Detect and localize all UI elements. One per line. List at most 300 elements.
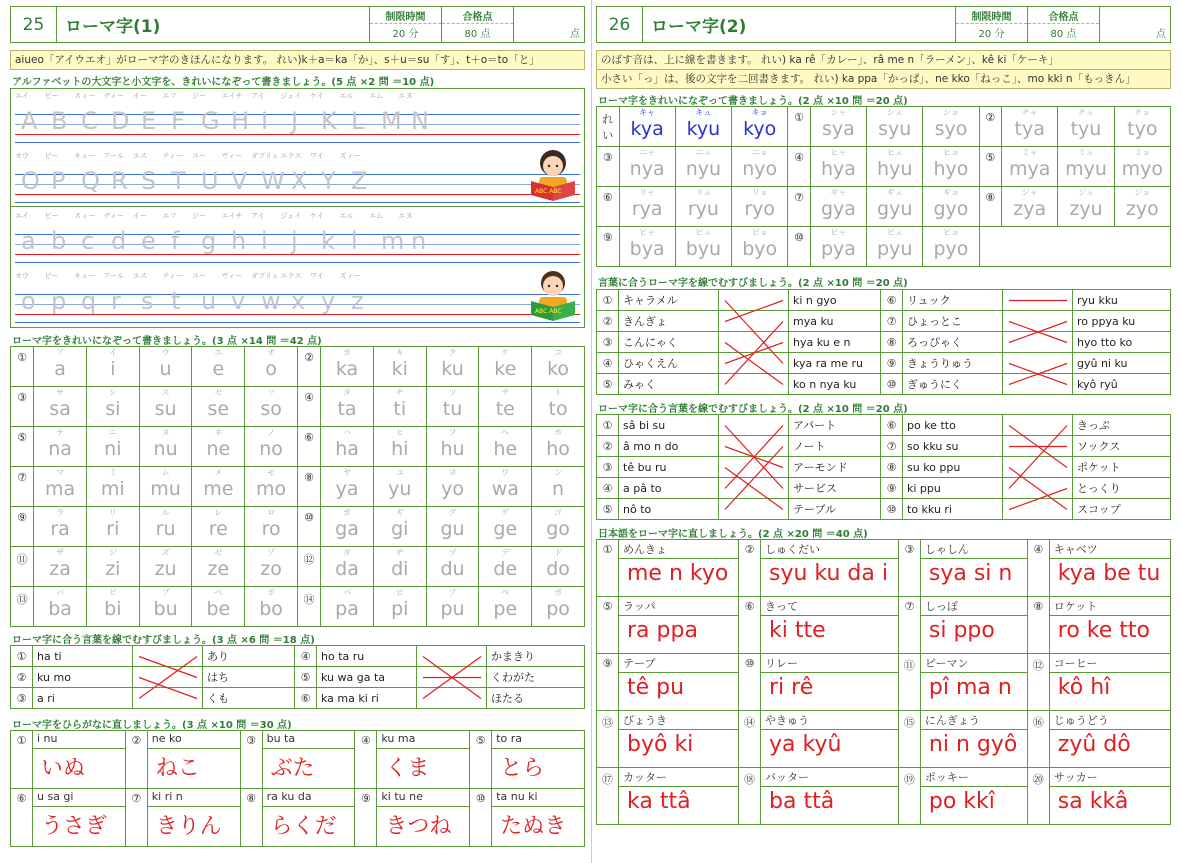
romaji-trace: n — [552, 478, 565, 500]
item-number: ⑥ — [295, 688, 317, 709]
question-text: to ra — [492, 731, 585, 749]
romaji-trace: ru — [155, 518, 176, 540]
match-left: みゃく — [619, 374, 719, 395]
kana-cell[interactable] — [1002, 187, 1058, 227]
answer-text[interactable]: zyû dô — [1049, 730, 1170, 768]
answer-text[interactable]: たぬき — [492, 807, 585, 847]
answer-text[interactable]: いぬ — [33, 749, 126, 789]
kana-hint: ガ — [343, 508, 352, 517]
kana-cell[interactable] — [86, 347, 139, 387]
time-limit — [955, 7, 1027, 42]
kana-cell[interactable] — [86, 467, 139, 507]
item-number: ⑩ — [470, 789, 492, 847]
item-number: ⑦ — [898, 597, 920, 654]
item-number: ④ — [295, 646, 317, 667]
ruby-text: スィー — [74, 212, 96, 220]
kana-hint: リュ — [695, 188, 712, 197]
kana-cell[interactable] — [532, 427, 585, 467]
trace-letter: t — [171, 287, 181, 315]
romaji-trace: zu — [154, 558, 177, 580]
kana-cell[interactable] — [245, 467, 298, 507]
kana-cell[interactable] — [1114, 187, 1170, 227]
match-left: ろっぴゃく — [903, 332, 1003, 353]
ruby-text: ズィー — [339, 272, 361, 280]
page-divider — [591, 0, 592, 863]
kana-cell[interactable] — [34, 547, 87, 587]
kana-cell[interactable] — [923, 147, 979, 187]
kana-cell[interactable] — [34, 467, 87, 507]
kana-cell[interactable] — [1002, 107, 1058, 147]
kana-cell[interactable] — [426, 347, 479, 387]
kana-cell[interactable] — [867, 147, 923, 187]
kana-hint: ワ — [501, 468, 510, 477]
answer-text[interactable]: ro ke tto — [1049, 616, 1170, 654]
match-left: tê bu ru — [619, 457, 719, 478]
kana-cell[interactable] — [192, 507, 245, 547]
kana-cell[interactable] — [321, 467, 374, 507]
section-heading: ローマ字に合う言葉を線でむすびましょう。(2 点 ×10 問 ＝20 点) — [598, 404, 908, 415]
kana-hint: ヒョ — [942, 148, 959, 157]
romaji-trace: su — [154, 398, 177, 420]
kana-hint: ロ — [267, 508, 276, 517]
kana-cell[interactable] — [1002, 147, 1058, 187]
ruby-text: ヴィー — [221, 152, 243, 160]
kana-cell[interactable] — [479, 587, 532, 627]
answer-text[interactable]: ねこ — [147, 749, 240, 789]
kana-cell[interactable] — [373, 387, 426, 427]
match-left: ku mo — [33, 667, 133, 688]
kana-cell[interactable] — [675, 147, 731, 187]
grid-row — [597, 227, 1171, 267]
kana-cell[interactable] — [86, 507, 139, 547]
kana-cell[interactable] — [532, 547, 585, 587]
kana-cell[interactable] — [1058, 147, 1114, 187]
question-text: ne ko — [147, 731, 240, 749]
answer-lines — [133, 646, 203, 709]
romaji-trace: yu — [388, 478, 412, 500]
kana-cell[interactable] — [732, 147, 788, 187]
kana-hint: チ — [395, 388, 404, 397]
kana-hint: ビュ — [695, 228, 712, 237]
kana-cell[interactable] — [245, 507, 298, 547]
kana-hint: テ — [501, 388, 510, 397]
ruby-text: ジー — [192, 92, 206, 100]
romaji-trace: nyo — [742, 158, 778, 180]
romaji-trace: si — [105, 398, 121, 420]
kana-cell[interactable] — [139, 507, 192, 547]
question-text: コーヒー — [1049, 654, 1170, 673]
match-left: po ke tto — [903, 415, 1003, 436]
kana-cell[interactable] — [867, 107, 923, 147]
kana-cell[interactable] — [810, 147, 866, 187]
kana-cell[interactable] — [532, 587, 585, 627]
romaji-trace: sa — [49, 398, 71, 420]
kana-hint: ゴ — [554, 508, 563, 517]
kana-hint: ゼ — [214, 548, 223, 557]
kana-cell[interactable] — [532, 347, 585, 387]
kana-hint: チャ — [1021, 108, 1038, 117]
kana-cell[interactable] — [321, 387, 374, 427]
item-number: ① — [11, 347, 34, 387]
kana-cell[interactable] — [139, 427, 192, 467]
kana-cell[interactable] — [321, 547, 374, 587]
kana-cell[interactable] — [479, 387, 532, 427]
kana-cell[interactable] — [479, 547, 532, 587]
kana-cell[interactable] — [426, 547, 479, 587]
romaji-trace: ki — [391, 358, 408, 380]
trace-letter: Y — [321, 167, 336, 195]
kana-cell[interactable] — [139, 347, 192, 387]
answer-text[interactable]: pî ma n — [920, 673, 1027, 711]
answer-text[interactable]: sya si n — [920, 559, 1027, 597]
item-number: ⑮ — [898, 711, 920, 768]
ruby-text: ジェイ — [280, 212, 302, 220]
answer-text[interactable]: らくだ — [262, 807, 355, 847]
romaji-trace: na — [48, 438, 72, 460]
answer-lines — [417, 646, 487, 709]
kana-hint: キュ — [695, 108, 712, 117]
kana-cell[interactable] — [619, 147, 675, 187]
romaji-trace: gyo — [933, 198, 969, 220]
kana-cell[interactable] — [479, 467, 532, 507]
kana-cell[interactable] — [34, 507, 87, 547]
question-text: にんぎょう — [920, 711, 1027, 730]
kana-cell[interactable] — [619, 227, 675, 267]
kana-cell[interactable] — [34, 387, 87, 427]
romaji-trace: mi — [100, 478, 125, 500]
romaji-trace: ne — [206, 438, 231, 460]
kana-cell[interactable] — [810, 107, 866, 147]
kana-cell[interactable] — [1058, 107, 1114, 147]
ruby-text: ズィー — [339, 152, 361, 160]
kana-cell[interactable] — [426, 507, 479, 547]
kana-cell[interactable] — [426, 387, 479, 427]
romaji-trace: pyu — [877, 238, 913, 260]
kana-cell[interactable] — [675, 107, 731, 147]
kana-hint: マ — [56, 468, 65, 477]
romaji-trace: do — [546, 558, 570, 580]
romaji-trace: zi — [105, 558, 121, 580]
kana-hint: コ — [554, 348, 563, 357]
kana-hint: ピャ — [830, 228, 847, 237]
kana-cell[interactable] — [619, 187, 675, 227]
ruby-text: ティー — [162, 272, 183, 280]
grid-row — [597, 187, 1171, 227]
trace-letter: r — [111, 287, 121, 315]
match-left: ku wa ga ta — [317, 667, 417, 688]
match-left: リュック — [903, 290, 1003, 311]
kana-cell[interactable] — [867, 227, 923, 267]
kana-cell[interactable] — [373, 347, 426, 387]
kana-hint: キョ — [751, 108, 768, 117]
kana-hint: モ — [267, 468, 276, 477]
answer-row — [597, 787, 1171, 825]
kana-cell[interactable] — [373, 547, 426, 587]
romaji-trace: mu — [150, 478, 181, 500]
kana-cell[interactable] — [479, 507, 532, 547]
kana-cell[interactable] — [192, 587, 245, 627]
answer-text[interactable]: si ppo — [920, 616, 1027, 654]
kana-hint: セ — [214, 388, 223, 397]
item-number: ⑨ — [881, 478, 903, 499]
romaji-trace: po — [546, 598, 570, 620]
matching-table — [596, 414, 1171, 520]
kana-cell[interactable] — [86, 387, 139, 427]
section-heading: ローマ字をきれいになぞって書きましょう。(3 点 ×14 問 ＝42 点) — [12, 336, 322, 347]
answer-text[interactable]: くま — [377, 749, 470, 789]
kana-hint: ミョ — [1134, 148, 1151, 157]
kana-cell[interactable] — [732, 107, 788, 147]
matching-table — [596, 289, 1171, 395]
kana-cell[interactable] — [86, 547, 139, 587]
grid-row — [11, 467, 585, 507]
kana-cell[interactable] — [923, 107, 979, 147]
kana-cell[interactable] — [86, 427, 139, 467]
item-number: ③ — [597, 332, 619, 353]
kana-hint: ウ — [161, 348, 170, 357]
kana-cell[interactable] — [321, 587, 374, 627]
kana-cell[interactable] — [321, 507, 374, 547]
matching-table — [10, 645, 585, 709]
answer-text[interactable]: sa kkâ — [1049, 787, 1170, 825]
kana-cell[interactable] — [373, 507, 426, 547]
kana-hint: カ — [343, 348, 352, 357]
kana-cell[interactable] — [479, 427, 532, 467]
example-label: れい — [597, 107, 620, 147]
kana-cell[interactable] — [321, 347, 374, 387]
alphabet-letters — [21, 287, 381, 315]
grid-row — [597, 147, 1171, 187]
answer-text[interactable]: とら — [492, 749, 585, 789]
trace-letter: C — [81, 107, 98, 135]
kana-cell[interactable] — [1058, 187, 1114, 227]
answer-lines — [719, 290, 789, 395]
kana-cell[interactable] — [192, 547, 245, 587]
trace-letter: F — [171, 107, 185, 135]
item-number: ⑱ — [739, 768, 761, 825]
kana-cell[interactable] — [373, 467, 426, 507]
question-text: ロケット — [1049, 597, 1170, 616]
kana-cell[interactable] — [34, 427, 87, 467]
trace-letter: p — [51, 287, 67, 315]
alphabet-row — [11, 149, 584, 205]
kana-cell[interactable] — [619, 107, 675, 147]
item-number: ⑭ — [297, 587, 320, 627]
item-number: ⑨ — [597, 654, 619, 711]
answer-text[interactable]: kya be tu — [1049, 559, 1170, 597]
trace-letter: d — [111, 227, 127, 255]
kana-cell[interactable] — [810, 187, 866, 227]
question-text: テープ — [619, 654, 739, 673]
answer-lines — [719, 415, 789, 520]
item-number: ⑦ — [881, 311, 903, 332]
romaji-trace: gu — [440, 518, 465, 540]
ruby-text: ワイ — [310, 272, 324, 280]
question-text: やきゅう — [761, 711, 899, 730]
kana-cell[interactable] — [245, 587, 298, 627]
trace-letter: Q — [81, 167, 100, 195]
kana-cell[interactable] — [867, 187, 923, 227]
answer-row — [597, 559, 1171, 597]
answer-text[interactable]: byô ki — [619, 730, 739, 768]
ruby-text: ダブリュ — [251, 272, 279, 280]
trace-letter: f — [171, 227, 180, 255]
answer-text[interactable]: ka ttâ — [619, 787, 739, 825]
kana-hint: ダ — [343, 548, 352, 557]
item-number: ⑤ — [597, 499, 619, 520]
kana-hint: ゾ — [267, 548, 276, 557]
trace-letter: l — [351, 227, 358, 255]
answer-text[interactable]: ぶた — [262, 749, 355, 789]
kana-hint: ミュ — [1078, 148, 1094, 157]
trace-letter: j — [291, 227, 298, 255]
answer-text[interactable]: ki tte — [761, 616, 899, 654]
kana-cell[interactable] — [732, 227, 788, 267]
grid-row — [597, 107, 1171, 147]
kana-hint: ル — [161, 508, 170, 517]
romaji-trace: ga — [335, 518, 359, 540]
ruby-text: キュー — [74, 272, 95, 280]
match-right: アーモンド — [789, 457, 881, 478]
kana-cell[interactable] — [532, 507, 585, 547]
kana-cell[interactable] — [192, 347, 245, 387]
kana-cell[interactable] — [139, 547, 192, 587]
ruby-text: エフ — [162, 92, 177, 100]
kana-cell[interactable] — [34, 347, 87, 387]
trace-letter: v — [231, 287, 246, 315]
kana-cell[interactable] — [675, 227, 731, 267]
trace-letter: R — [111, 167, 128, 195]
match-row — [597, 374, 1171, 395]
romaji-trace: tyo — [1127, 118, 1158, 140]
item-number: ⑩ — [881, 374, 903, 395]
ruby-text: ビー — [44, 92, 59, 100]
answer-text[interactable]: ba ttâ — [761, 787, 899, 825]
kana-cell[interactable] — [675, 187, 731, 227]
kana-hint: メ — [214, 468, 223, 477]
item-number: ③ — [597, 147, 620, 187]
kana-hint: ツ — [448, 388, 457, 397]
kana-cell[interactable] — [34, 587, 87, 627]
kana-hint: ク — [448, 348, 457, 357]
kana-cell[interactable] — [532, 467, 585, 507]
kana-cell[interactable] — [86, 587, 139, 627]
kana-hint: シ — [108, 388, 117, 397]
answer-text[interactable]: kô hî — [1049, 673, 1170, 711]
item-number: ⑩ — [739, 654, 761, 711]
kana-cell[interactable] — [923, 227, 979, 267]
answer-text[interactable]: うさぎ — [33, 807, 126, 847]
kana-cell[interactable] — [245, 387, 298, 427]
match-right: kyô ryû — [1073, 374, 1171, 395]
answer-text[interactable]: ni n gyô — [920, 730, 1027, 768]
ruby-text: ディー — [103, 92, 124, 100]
ruby-text: イー — [133, 92, 147, 100]
romaji-trace: ya — [335, 478, 359, 500]
romaji-trace: hi — [391, 438, 409, 460]
kana-hint: ジャ — [1021, 188, 1038, 197]
kana-cell[interactable] — [245, 547, 298, 587]
kana-hint: ギ — [395, 508, 404, 517]
kana-cell[interactable] — [245, 347, 298, 387]
kana-cell[interactable] — [532, 387, 585, 427]
answer-text[interactable]: po kkî — [920, 787, 1027, 825]
answer-text[interactable]: me n kyo — [619, 559, 739, 597]
answer-text[interactable]: ya kyû — [761, 730, 899, 768]
romaji-trace: se — [207, 398, 230, 420]
kana-cell[interactable] — [139, 587, 192, 627]
kana-cell[interactable] — [810, 227, 866, 267]
kana-cell[interactable] — [139, 467, 192, 507]
kana-hint: ヤ — [343, 468, 352, 477]
ruby-text: エヌ — [398, 92, 413, 100]
match-row — [11, 667, 585, 688]
kana-cell[interactable] — [192, 467, 245, 507]
answer-text[interactable]: ri rê — [761, 673, 899, 711]
answer-text[interactable]: tê pu — [619, 673, 739, 711]
item-number: ⑳ — [1027, 768, 1049, 825]
answer-text[interactable]: きりん — [147, 807, 240, 847]
item-number: ⑨ — [597, 227, 620, 267]
kana-hint: リョ — [751, 188, 768, 197]
ruby-text: ユー — [192, 272, 206, 280]
kana-cell[interactable] — [139, 387, 192, 427]
page-title: ローマ字(2) — [651, 17, 747, 37]
item-number: ⑰ — [597, 768, 619, 825]
ruby-text: エクス — [280, 152, 302, 160]
kana-cell[interactable] — [192, 427, 245, 467]
kana-cell[interactable] — [192, 387, 245, 427]
answer-lines — [1003, 415, 1073, 520]
match-right: とっくり — [1073, 478, 1171, 499]
kana-cell[interactable] — [426, 587, 479, 627]
romaji-trace: bo — [259, 598, 283, 620]
answer-text[interactable]: きつね — [377, 807, 470, 847]
kana-cell[interactable] — [373, 427, 426, 467]
kana-cell[interactable] — [732, 187, 788, 227]
kana-cell[interactable] — [426, 427, 479, 467]
kana-cell[interactable] — [1114, 147, 1170, 187]
kana-cell[interactable] — [1114, 107, 1170, 147]
kana-cell[interactable] — [245, 427, 298, 467]
romaji-trace: rya — [631, 198, 663, 220]
kana-hint: ニ — [108, 428, 117, 437]
ruby-text: エヌ — [398, 212, 413, 220]
kana-hint: レ — [214, 508, 223, 517]
kana-cell[interactable] — [479, 347, 532, 387]
match-left: キャラメル — [619, 290, 719, 311]
match-row — [597, 415, 1171, 436]
kana-cell[interactable] — [923, 187, 979, 227]
trace-letter: x — [291, 287, 306, 315]
answer-text[interactable]: ra ppa — [619, 616, 739, 654]
grid-row — [11, 347, 585, 387]
kana-cell[interactable] — [426, 467, 479, 507]
pass-score-label: 合格点 — [442, 7, 513, 24]
match-left: きんぎょ — [619, 311, 719, 332]
romaji-trace: mo — [256, 478, 287, 500]
kana-hint: ビャ — [639, 228, 656, 237]
kana-cell[interactable] — [321, 427, 374, 467]
question-text: きって — [761, 597, 899, 616]
ruby-text: オウ — [15, 152, 29, 160]
romaji-trace: pyo — [933, 238, 969, 260]
answer-text[interactable]: syu ku da i — [761, 559, 899, 597]
trace-letter: S — [141, 167, 157, 195]
romaji-trace: ge — [493, 518, 518, 540]
match-right: サービス — [789, 478, 881, 499]
kana-cell[interactable] — [373, 587, 426, 627]
